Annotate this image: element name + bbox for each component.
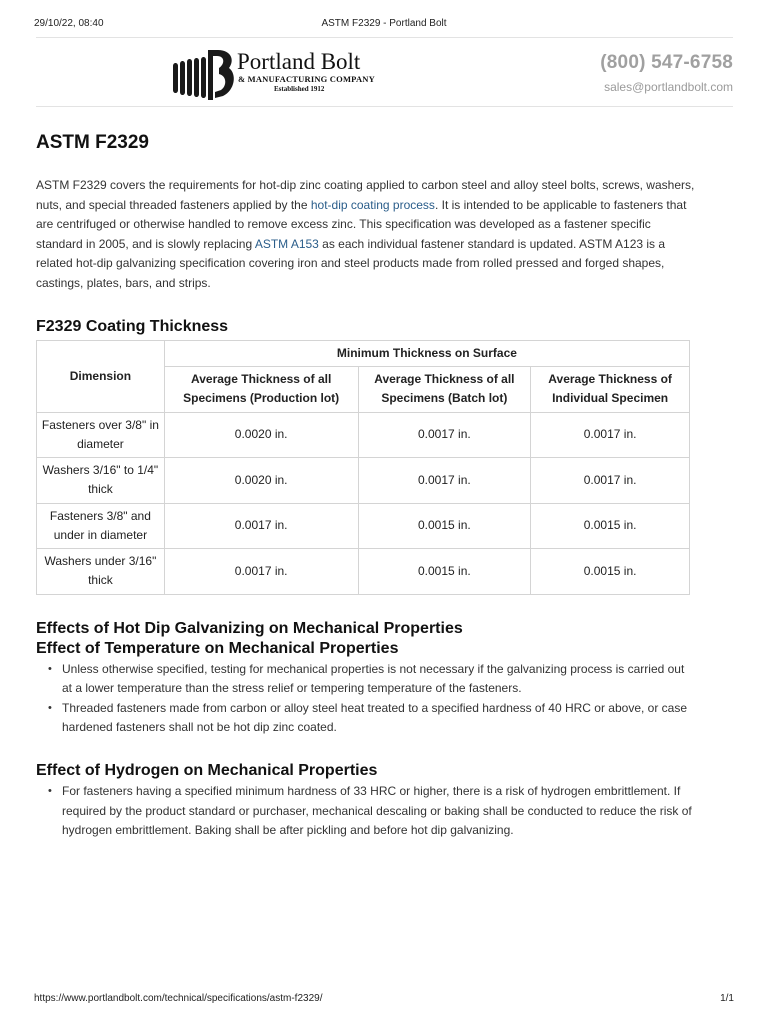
email-link[interactable]: sales@portlandbolt.com [604, 80, 733, 94]
value-cell: 0.0015 in. [531, 549, 690, 595]
logo-established: Established 1912 [274, 85, 325, 93]
coating-thickness-table [36, 340, 690, 595]
site-header [36, 37, 733, 107]
column-header: Average Thickness of Individual Specimen [531, 366, 690, 412]
page-number: 1/1 [720, 993, 734, 1004]
hydrogen-list [46, 782, 696, 841]
page-title: ASTM F2329 [36, 132, 149, 153]
value-cell: 0.0017 in. [358, 412, 531, 458]
logo-name: Portland Bolt [237, 49, 361, 74]
table-header-row [37, 340, 690, 366]
coating-thickness-section [36, 318, 696, 595]
main-content [36, 128, 696, 841]
dimension-cell: Fasteners over 3/8" in diameter [37, 412, 165, 458]
value-cell: 0.0017 in. [531, 412, 690, 458]
dimension-cell: Fasteners 3/8" and under in diameter [37, 503, 165, 549]
print-title: ASTM F2329 - Portland Bolt [321, 18, 447, 29]
value-cell: 0.0017 in. [164, 503, 358, 549]
intro-text-3: as each individual fastener standard is updated. ASTM A123 is a related hot-dip galvanizing specification covering iron and steel products made from rolled pressed and forged shapes, castings, plates, bars, and strips. [36, 236, 666, 290]
logo-tagline: & MANUFACTURING COMPANY [238, 74, 375, 84]
column-header: Average Thickness of all Specimens (Production lot) [164, 366, 358, 412]
value-cell: 0.0020 in. [164, 412, 358, 458]
intro-paragraph [36, 176, 696, 294]
list-item: • For fasteners having a specified minimum hardness of 33 HRC or higher, there is a risk of hydrogen embrittlement. If required by the product standard or purchaser, mechanical descaling or baking shall be conducted to reduce the risk of hydrogen embrittlement. Baking shall be after pickling and before hot dip galvanizing. [46, 782, 696, 841]
effects-heading: Effects of Hot Dip Galvanizing on Mechanical Properties [36, 619, 463, 637]
intro-text-2: . It is intended to be applicable to fasteners that are centrifuged or otherwise handled to remove excess zinc. This specification was developed as a fastener specific standard in 2005, and is slowly replacing [36, 197, 687, 251]
temperature-list [46, 660, 696, 738]
effects-section [36, 620, 696, 738]
hot-dip-coating-process-link[interactable]: hot-dip coating process [310, 197, 435, 212]
value-cell: 0.0017 in. [531, 458, 690, 504]
print-url: https://www.portlandbolt.com/technical/specifications/astm-f2329/ [34, 993, 323, 1004]
value-cell: 0.0017 in. [358, 458, 531, 504]
group-header: Minimum Thickness on Surface [164, 340, 689, 366]
intro-text-1: ASTM F2329 covers the requirements for hot-dip zinc coating applied to carbon steel and alloy steel bolts, screws, washers, nuts, and special threaded fasteners applied by the [36, 178, 695, 212]
hydrogen-section [36, 762, 696, 841]
print-header [34, 18, 734, 32]
hydrogen-heading: Effect of Hydrogen on Mechanical Properties [36, 761, 378, 779]
value-cell: 0.0017 in. [164, 549, 358, 595]
dimension-cell: Washers under 3/16" thick [37, 549, 165, 595]
print-datetime: 29/10/22, 08:40 [34, 18, 104, 29]
value-cell: 0.0015 in. [358, 503, 531, 549]
phone-number[interactable]: (800) 547-6758 [600, 52, 733, 73]
temperature-heading: Effect of Temperature on Mechanical Properties [36, 639, 399, 657]
portland-bolt-logo[interactable] [171, 46, 381, 102]
list-item: • Threaded fasteners made from carbon or alloy steel heat treated to a specified hardness of 40 HRC or above, or case hardened fasteners shall not be hot dip zinc coated. [46, 699, 696, 738]
dimension-cell: Washers 3/16" to 1/4" thick [37, 458, 165, 504]
table-row [37, 458, 690, 504]
column-header: Average Thickness of all Specimens (Batch lot) [358, 366, 531, 412]
table-row [37, 503, 690, 549]
value-cell: 0.0015 in. [531, 503, 690, 549]
table-row [37, 549, 690, 595]
coating-thickness-heading: F2329 Coating Thickness [36, 317, 229, 335]
contact-info [600, 52, 733, 94]
list-item: • Unless otherwise specified, testing for mechanical properties is not necessary if the galvanizing process is carried out at a lower temperature than the stress relief or tempering temperature of the fasteners. [46, 660, 696, 699]
dimension-header: Dimension [37, 340, 165, 412]
value-cell: 0.0020 in. [164, 458, 358, 504]
print-footer [34, 993, 734, 1007]
astm-a153-link[interactable]: ASTM A153 [254, 236, 319, 251]
table-row [37, 412, 690, 458]
value-cell: 0.0015 in. [358, 549, 531, 595]
